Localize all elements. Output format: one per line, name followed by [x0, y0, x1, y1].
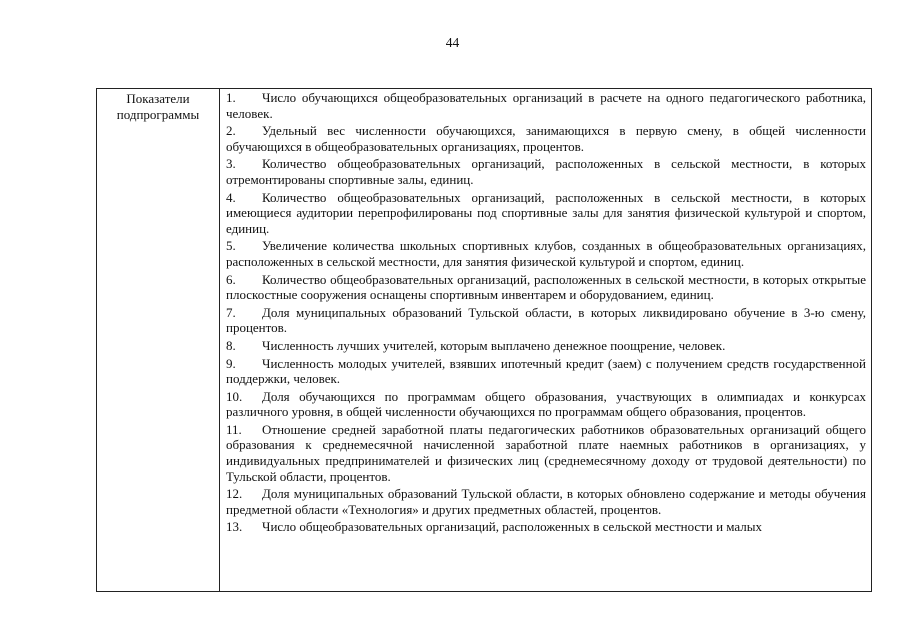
indicator-number: 8.: [226, 337, 236, 353]
indicator-number: 3.: [226, 156, 236, 172]
indicator-item-4: [226, 190, 866, 237]
indicator-text: Доля муниципальных образований Тульской области, в которых обновлено содержание и методы обучения предметной области «Технология» и других предметных областей, процентов.: [226, 486, 866, 517]
table-row: [97, 89, 872, 592]
indicator-text: Количество общеобразовательных организаций, расположенных в сельской местности, в которых отремонтированы спортивные залы, единиц.: [226, 156, 866, 187]
indicator-text: Отношение средней заработной платы педагогических работников образовательных организаций общего образования к среднемесячной начисленной заработной плате наемных работников в организациях, у индивидуальных предпринимателей и физических лиц (среднемесячному доходу от трудовой деятельности) по Тульской области, процентов.: [226, 421, 866, 484]
indicator-item-12: [226, 486, 866, 517]
indicator-number: 1.: [226, 90, 236, 105]
indicator-text: Доля обучающихся по программам общего образования, участвующих в олимпиадах и конкурсах различного уровня, в общей численности обучающихся по программам общего образования, процентов.: [226, 388, 866, 420]
label-cell: [97, 89, 220, 592]
indicator-number: 12.: [226, 486, 243, 502]
indicator-item-8: [226, 338, 866, 354]
indicator-text: Число общеобразовательных организаций, расположенных в сельской местности и малых: [262, 519, 763, 535]
indicator-item-9: [226, 356, 866, 387]
indicators-table: [96, 88, 872, 592]
indicator-item-5: [226, 238, 866, 269]
indicator-item-1: [226, 90, 866, 121]
indicator-text: Численность молодых учителей, взявших ипотечный кредит (заем) с получением средств государственной поддержки, человек.: [226, 355, 866, 387]
indicator-number: 7.: [226, 304, 236, 320]
indicator-list: [220, 89, 872, 592]
indicator-number: 9.: [226, 355, 236, 371]
indicator-item-6: [226, 272, 866, 303]
indicator-number: 10.: [226, 388, 243, 404]
indicator-number: 5.: [226, 238, 236, 254]
indicator-number: 11.: [226, 421, 242, 437]
indicator-item-7: [226, 305, 866, 336]
indicator-text: Доля муниципальных образований Тульской области, в которых ликвидировано обучение в 3-ю смену, процентов.: [226, 304, 866, 336]
indicator-item-2: [226, 123, 866, 154]
indicator-text: Удельный вес численности обучающихся, занимающихся в первую смену, в общей численности обучающихся в общеобразовательных организациях, процентов.: [226, 123, 866, 154]
indicator-number: 2.: [226, 123, 236, 139]
indicator-number: 6.: [226, 271, 236, 287]
page-number: 44: [445, 35, 460, 50]
indicator-text: Количество общеобразовательных организаций, расположенных в сельской местности, в которых имеющиеся аудитории перепрофилированы под спортивные залы для занятия физической культурой и спортом, единиц.: [226, 189, 866, 236]
label-line: Показатели: [126, 91, 190, 106]
indicator-item-11: [226, 422, 866, 484]
indicator-item-3: [226, 156, 866, 187]
indicator-text: Численность лучших учителей, которым выплачено денежное поощрение, человек.: [262, 337, 726, 353]
indicator-text: Количество общеобразовательных организаций, расположенных в сельской местности, в которых открытые плоскостные сооружения оснащены спортивным инвентарем и оборудованием, единиц.: [226, 271, 866, 303]
indicator-item-13: [226, 519, 866, 535]
label-line: подпрограммы: [116, 106, 200, 122]
indicator-number: 4.: [226, 189, 236, 205]
indicator-number: 13.: [226, 519, 243, 535]
indicator-text: Число обучающихся общеобразовательных организаций в расчете на одного педагогического работника, человек.: [226, 90, 866, 121]
indicator-text: Увеличение количества школьных спортивных клубов, созданных в общеобразовательных организациях, расположенных в сельской местности, для занятия физической культурой и спортом, единиц.: [226, 238, 866, 269]
indicator-item-10: [226, 389, 866, 420]
